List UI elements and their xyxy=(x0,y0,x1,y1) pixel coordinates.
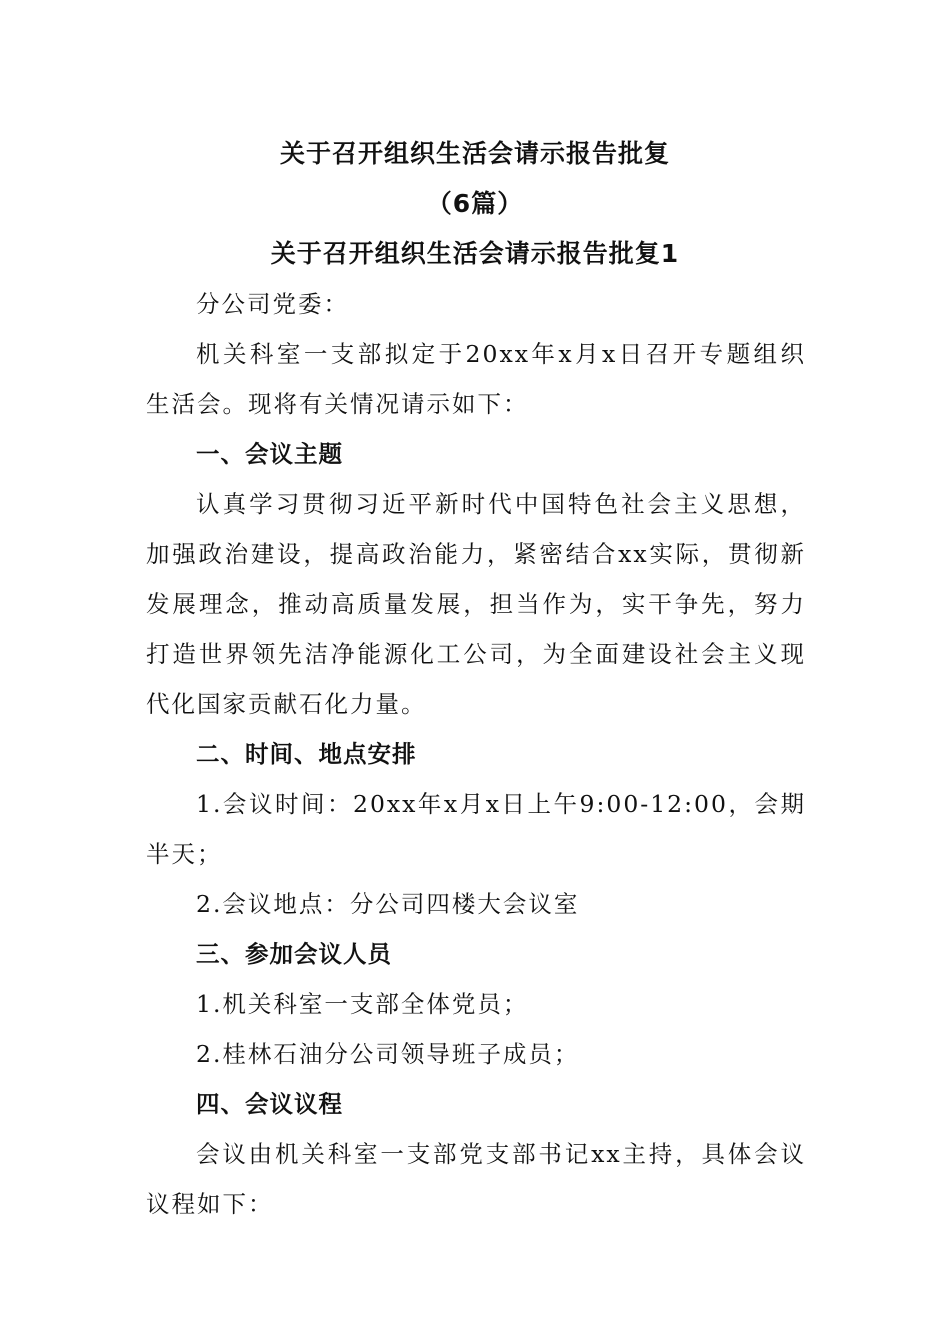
section-title: 关于召开组织生活会请示报告批复1 xyxy=(270,239,680,268)
paragraph-line: 机关科室一支部拟定于20xx年x月x日召开专题组织 xyxy=(196,340,806,368)
salutation: 分公司党委： xyxy=(196,290,349,318)
paragraph-line: 加强政治建设，提高政治能力，紧密结合xx实际，贯彻新 xyxy=(146,540,806,568)
list-item-time: 1.会议时间：20xx年x月x日上午9:00-12:00，会期 xyxy=(196,790,806,818)
list-item-attendee: 1.机关科室一支部全体党员； xyxy=(196,990,529,1018)
list-item-place: 2.会议地点：分公司四楼大会议室 xyxy=(196,890,580,918)
paragraph-line: 认真学习贯彻习近平新时代中国特色社会主义思想， xyxy=(196,490,806,518)
section-heading-agenda: 四、会议议程 xyxy=(196,1090,343,1118)
section-heading-time-place: 二、时间、地点安排 xyxy=(196,740,417,768)
paragraph-line: 代化国家贡献石化力量。 xyxy=(146,690,427,718)
list-item-attendee: 2.桂林石油分公司领导班子成员； xyxy=(196,1040,580,1068)
paragraph-line: 会议由机关科室一支部党支部书记xx主持，具体会议 xyxy=(196,1140,806,1168)
section-heading-theme: 一、会议主题 xyxy=(196,440,343,468)
paragraph-line: 议程如下： xyxy=(146,1190,274,1218)
paragraph-line: 发展理念，推动高质量发展，担当作为，实干争先，努力 xyxy=(146,590,806,618)
section-heading-attendees: 三、参加会议人员 xyxy=(196,940,392,968)
paragraph-line: 打造世界领先洁净能源化工公司，为全面建设社会主义现 xyxy=(146,640,806,668)
document-title: 关于召开组织生活会请示报告批复 xyxy=(279,139,670,168)
document-subtitle: （6篇） xyxy=(426,189,524,218)
paragraph-line: 半天； xyxy=(146,840,223,868)
paragraph-line: 生活会。现将有关情况请示如下： xyxy=(146,390,529,418)
